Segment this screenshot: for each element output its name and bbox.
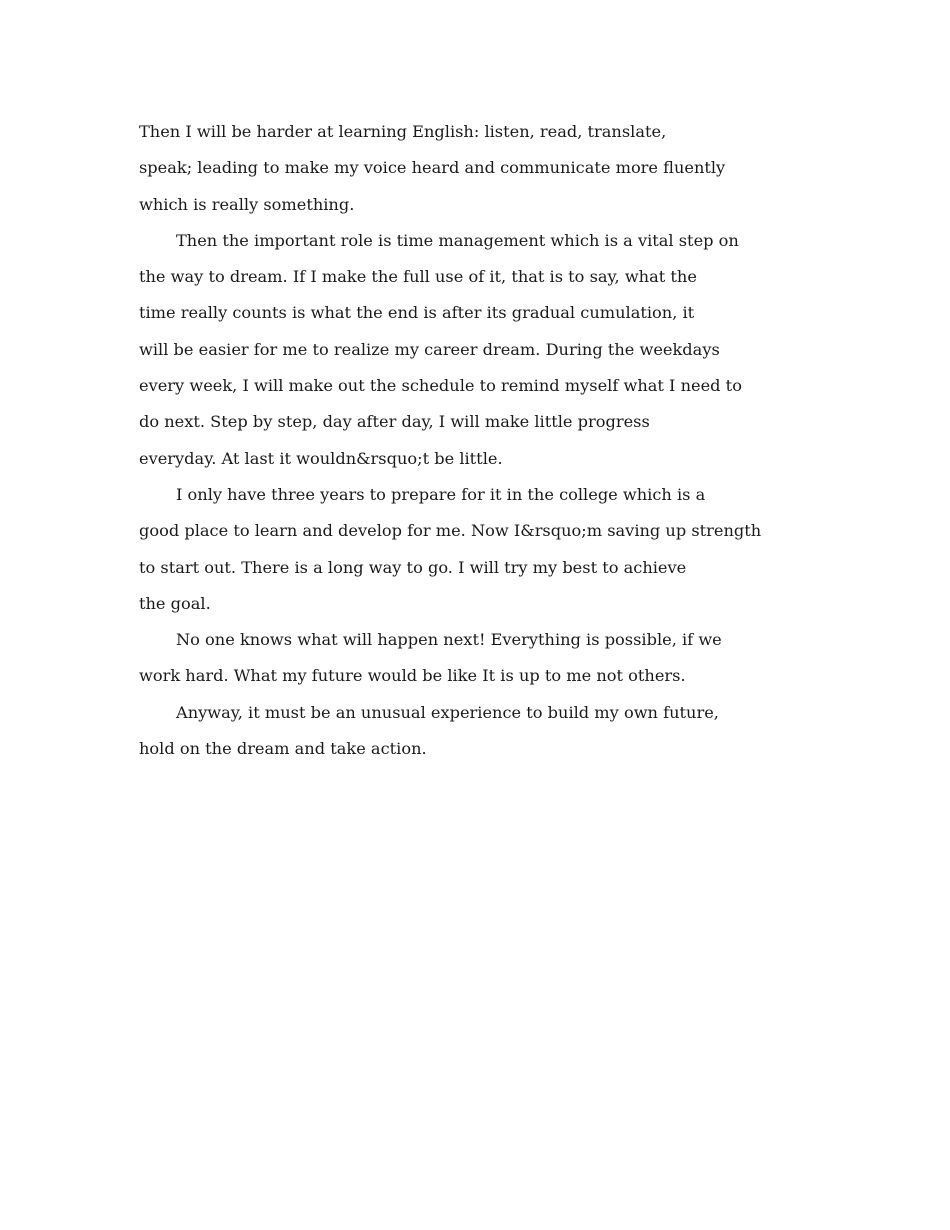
text-line: Then I will be harder at learning English: listen, read, translate, bbox=[139, 122, 667, 141]
paragraph-first-line: I only have three years to prepare for it in the college which is a bbox=[176, 484, 706, 504]
text-line: the way to dream. If I make the full use of it, that is to say, what the bbox=[139, 267, 697, 287]
text-line: the goal. bbox=[139, 593, 211, 613]
text-line: hold on the dream and take action. bbox=[139, 739, 427, 759]
text-line: will be easier for me to realize my career dream. During the weekdays bbox=[139, 339, 720, 359]
text-line: do next. Step by step, day after day, I will make little progress bbox=[139, 412, 650, 432]
paragraph-first-line: Anyway, it must be an unusual experience to build my own future, bbox=[176, 702, 719, 722]
text-line: everyday. At last it wouldn&rsquo;t be little. bbox=[139, 448, 503, 468]
text-line: speak; leading to make my voice heard and communicate more fluently bbox=[139, 158, 726, 178]
document-body bbox=[139, 114, 819, 767]
text-line: good place to learn and develop for me. Now I&rsquo;m saving up strength bbox=[139, 521, 762, 541]
paragraph-first-line: Then the important role is time management which is a vital step on bbox=[176, 230, 739, 250]
text-line: every week, I will make out the schedule to remind myself what I need to bbox=[139, 376, 742, 396]
paragraph-first-line: No one knows what will happen next! Everything is possible, if we bbox=[176, 630, 722, 650]
text-line: time really counts is what the end is after its gradual cumulation, it bbox=[139, 303, 695, 323]
text-line: work hard. What my future would be like It is up to me not others. bbox=[139, 666, 686, 686]
text-line: to start out. There is a long way to go. I will try my best to achieve bbox=[139, 557, 687, 577]
text-line: which is really something. bbox=[139, 194, 355, 214]
